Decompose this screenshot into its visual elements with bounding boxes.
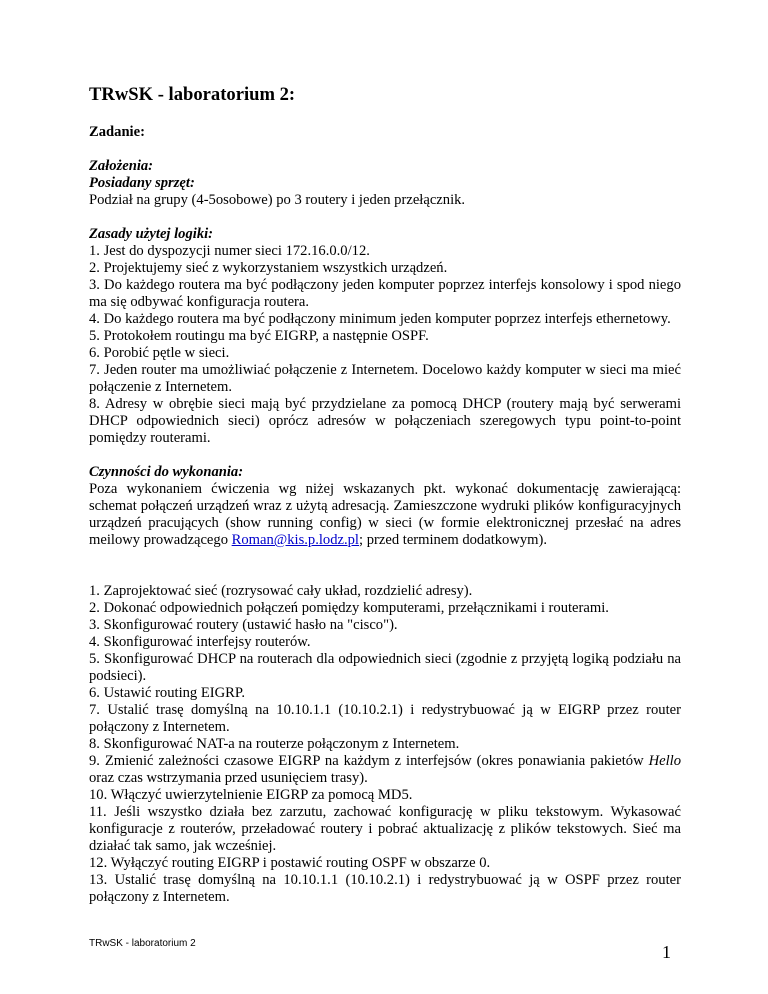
step-item: 12. Wyłączyć routing EIGRP i postawić routing OSPF w obszarze 0. (89, 855, 491, 871)
step-9-text: 9. Zmienić zależności czasowe EIGRP na każdym z interfejsów (okres ponawiania pakietów (89, 753, 649, 769)
logic-item: 6. Porobić pętle w sieci. (89, 345, 230, 361)
task-heading: Zadanie: (89, 124, 145, 140)
logic-item: 8. Adresy w obrębie sieci mają być przydzielane za pomocą DHCP (routery mają być serwerami DHCP odpowiednich sieci) oprócz adresów w połączeniach szeregowych typu point-to-point pomiędzy routerami. (89, 396, 681, 446)
step-9-tail: oraz czas wstrzymania przed usunięciem trasy). (89, 770, 368, 786)
actions-heading: Czynności do wykonania: (89, 464, 244, 480)
step-9-hello: Hello (648, 753, 681, 769)
equipment-text: Podział na grupy (4-5osobowe) po 3 routery i jeden przełącznik. (89, 192, 466, 208)
step-item: 10. Włączyć uwierzytelnienie EIGRP za pomocą MD5. (89, 787, 413, 803)
document-title: TRwSK - laboratorium 2: (89, 84, 296, 105)
logic-item: 1. Jest do dyspozycji numer sieci 172.16.0.0/12. (89, 243, 370, 259)
step-item: 1. Zaprojektować sieć (rozrysować cały układ, rozdzielić adresy). (89, 583, 473, 599)
logic-item: 3. Do każdego routera ma być podłączony jeden komputer poprzez interfejs konsolowy i spod niego ma się odbywać konfiguracja routera. (89, 277, 681, 310)
assumptions-heading: Założenia: (89, 158, 154, 174)
equipment-heading: Posiadany sprzęt: (89, 175, 195, 191)
page-number: 1 (662, 942, 671, 962)
page-footer: TRwSK - laboratorium 2 (89, 938, 196, 949)
steps-list (89, 583, 681, 906)
logic-heading: Zasady użytej logiki: (89, 226, 214, 242)
logic-list (89, 243, 681, 447)
email-link[interactable]: Roman@kis.p.lodz.pl (231, 532, 359, 548)
step-item: 11. Jeśli wszystko działa bez zarzutu, zachować konfigurację w pliku tekstowym. Wykasować konfiguracje z routerów, przeładować routery i pobrać aktualizację z plików tekstowych. Sieć ma działać tak samo, jak wcześniej. (89, 804, 681, 854)
step-item: 2. Dokonać odpowiednich połączeń pomiędzy komputerami, przełącznikami i routerami. (89, 600, 609, 616)
document-body (89, 84, 681, 906)
logic-item: 4. Do każdego routera ma być podłączony minimum jeden komputer poprzez interfejs ethernetowy. (89, 311, 671, 327)
actions-intro-text: Poza wykonaniem ćwiczenia wg niżej wskazanych pkt. wykonać dokumentację zawierającą: schemat połączeń urządzeń wraz z użytą adresacją. Zamieszczone wydruki plików konfiguracyjnych urządzeń pracujących (show running config) w sieci (w formie elektronicznej przesłać na adres meilowy prowadzącego (89, 481, 681, 548)
step-item: 4. Skonfigurować interfejsy routerów. (89, 634, 311, 650)
step-item: 8. Skonfigurować NAT-a na routerze połączonym z Internetem. (89, 736, 460, 752)
logic-item: 7. Jeden router ma umożliwiać połączenie z Internetem. Docelowo każdy komputer w sieci ma mieć połączenie z Internetem. (89, 362, 681, 395)
logic-item: 5. Protokołem routingu ma być EIGRP, a następnie OSPF. (89, 328, 429, 344)
logic-item: 2. Projektujemy sieć z wykorzystaniem wszystkich urządzeń. (89, 260, 448, 276)
step-item: 6. Ustawić routing EIGRP. (89, 685, 246, 701)
actions-intro-tail: ; przed terminem dodatkowym). (359, 532, 548, 548)
step-item (89, 753, 681, 787)
step-item: 13. Ustalić trasę domyślną na 10.10.1.1 (10.10.2.1) i redystrybuować ją w OSPF przez router połączony z Internetem. (89, 872, 681, 905)
actions-intro (89, 481, 681, 549)
step-item: 3. Skonfigurować routery (ustawić hasło na "cisco"). (89, 617, 398, 633)
step-item: 7. Ustalić trasę domyślną na 10.10.1.1 (10.10.2.1) i redystrybuować ją w EIGRP przez router połączony z Internetem. (89, 702, 681, 735)
step-item: 5. Skonfigurować DHCP na routerach dla odpowiednich sieci (zgodnie z przyjętą logiką podziału na podsieci). (89, 651, 681, 684)
